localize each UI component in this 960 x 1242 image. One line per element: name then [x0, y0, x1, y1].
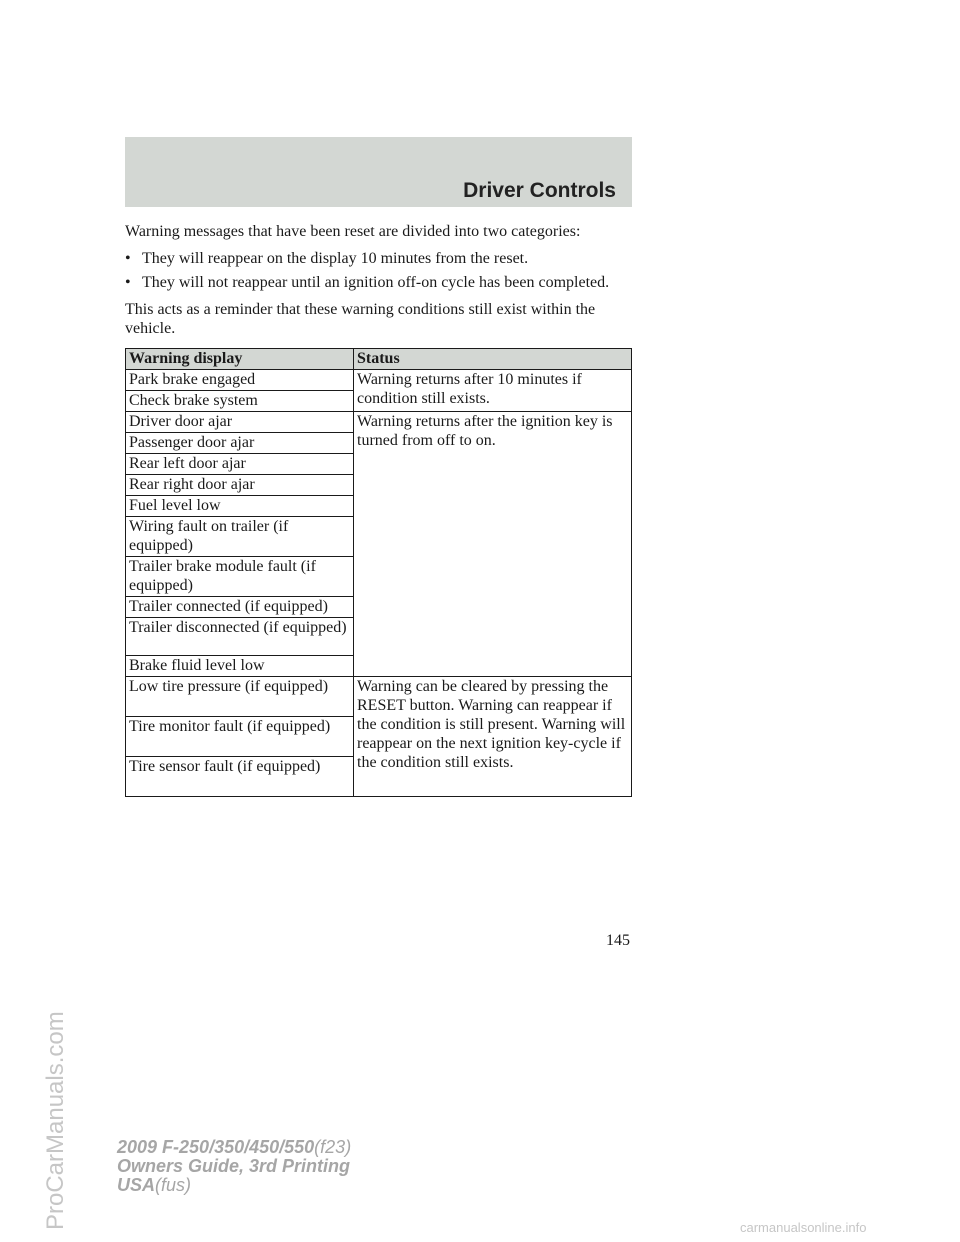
table-row [126, 677, 632, 717]
footer-model-line: 2009 F-250/350/450/550(f23) [117, 1137, 352, 1157]
status-cell: Warning can be cleared by pressing the RESET button. Warning can reappear if the condition is still present. Warning will reappear on the next ignition key-cycle if the condition still exists. [354, 677, 632, 797]
warning-display-cell: Low tire pressure (if equipped) [126, 677, 354, 717]
intro-paragraph: Warning messages that have been reset are divided into two categories: [125, 223, 581, 240]
warning-display-cell: Tire monitor fault (if equipped) [126, 717, 354, 757]
warning-display-cell: Fuel level low [126, 496, 354, 517]
warning-display-cell: Rear right door ajar [126, 475, 354, 496]
warning-display-cell: Check brake system [126, 391, 354, 412]
warning-display-cell: Wiring fault on trailer (if equipped) [126, 517, 354, 557]
category-list [125, 249, 632, 292]
page-content [125, 222, 632, 797]
table-header-row [126, 349, 632, 370]
warning-display-cell: Rear left door ajar [126, 454, 354, 475]
document-footer [117, 1138, 351, 1195]
column-header-status: Status [354, 349, 632, 370]
footer-guide-line: Owners Guide, 3rd Printing [117, 1156, 351, 1176]
warning-display-cell: Park brake engaged [126, 370, 354, 391]
table-row [126, 370, 632, 391]
table-row [126, 412, 632, 433]
warning-display-cell: Driver door ajar [126, 412, 354, 433]
reminder-paragraph: This acts as a reminder that these warning conditions still exist within the vehicle. [125, 301, 596, 337]
warning-display-cell: Trailer disconnected (if equipped) [126, 618, 354, 656]
status-cell: Warning returns after the ignition key is turned from off to on. [354, 412, 632, 677]
footer-market-line: USA(fus) [117, 1175, 192, 1195]
warning-display-cell: Passenger door ajar [126, 433, 354, 454]
warning-display-cell: Tire sensor fault (if equipped) [126, 757, 354, 797]
page-number: 145 [606, 932, 630, 949]
warning-display-cell: Brake fluid level low [126, 656, 354, 677]
warning-display-cell: Trailer connected (if equipped) [126, 597, 354, 618]
bullet-icon: • [125, 250, 131, 267]
list-item: • They will not reappear until an ignition off-on cycle has been completed. [125, 274, 610, 291]
column-header-display: Warning display [126, 349, 354, 370]
warning-display-cell: Trailer brake module fault (if equipped) [126, 557, 354, 597]
bullet-icon: • [125, 274, 131, 291]
section-header-band [125, 137, 632, 207]
side-watermark: ProCarManuals.com [42, 1011, 69, 1230]
warning-table [125, 348, 632, 797]
bottom-watermark: carmanualsonline.info [740, 1220, 867, 1235]
section-title: Driver Controls [463, 179, 616, 202]
list-item: • They will reappear on the display 10 minutes from the reset. [125, 250, 529, 267]
status-cell: Warning returns after 10 minutes if condition still exists. [354, 370, 632, 412]
